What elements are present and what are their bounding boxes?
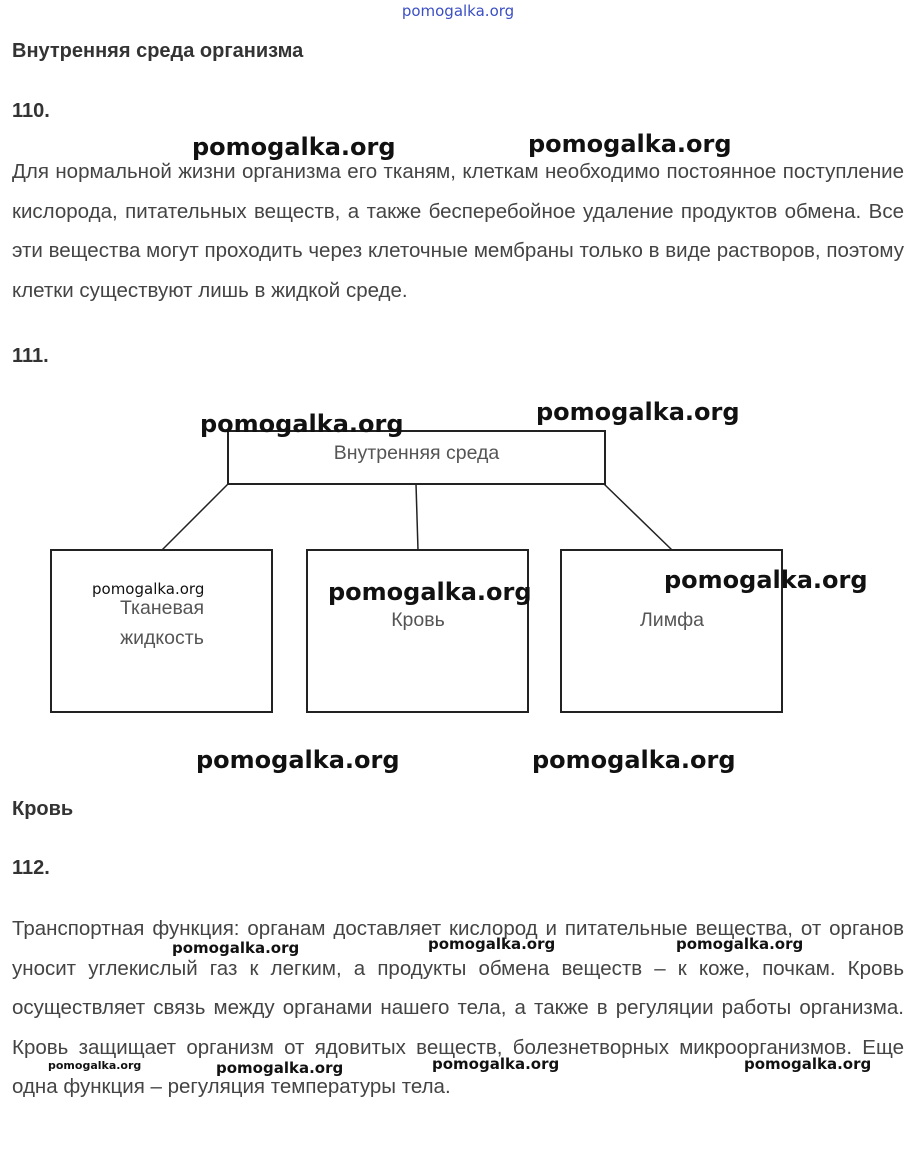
diagram-root-box [227, 430, 606, 485]
tissue-fluid-line1: Тканевая [119, 597, 205, 619]
diagram-label-tissue-fluid [52, 593, 272, 653]
connector-line-right [604, 484, 672, 550]
watermark-logo: pomogalka.org [664, 566, 868, 594]
watermark-logo: pomogalka.org [92, 580, 205, 598]
diagram-root-label: Внутренняя среда [333, 442, 500, 464]
watermark-logo: pomogalka.org [428, 935, 556, 953]
watermark-logo: pomogalka.org [528, 130, 732, 158]
site-header-link[interactable]: pomogalka.org [401, 2, 515, 20]
watermark-logo: pomogalka.org [532, 746, 736, 774]
watermark-logo: pomogalka.org [676, 935, 804, 953]
diagram-box-tissue-fluid [50, 549, 273, 713]
watermark-logo: pomogalka.org [216, 1059, 344, 1077]
watermark-logo: pomogalka.org [200, 410, 404, 438]
watermark-logo: pomogalka.org [432, 1055, 560, 1073]
question-number-111: 111. [12, 345, 49, 367]
diagram-box-blood [306, 549, 529, 713]
watermark-logo: pomogalka.org [744, 1055, 872, 1073]
connector-line-center [416, 484, 418, 550]
answer-112-text: Транспортная функция: органам доставляет кислород и питательные вещества, от органов уносит углекислый газ к легким, а продукты обмена веществ – к коже, почкам. Кровь осуществляет связь между органами нашего тела, а также в регуляции работы организма. Кровь защищает организм от ядовитых веществ, болезнетворных микроорганизмов. Еще одна функция – регуляция температуры тела. [12, 917, 904, 1098]
watermark-logo: pomogalka.org [328, 578, 532, 606]
watermark-logo: pomogalka.org [192, 133, 396, 161]
section-title: Кровь [12, 798, 74, 820]
question-number-110: 110. [12, 100, 50, 122]
diagram-label-lymph: Лимфа [640, 609, 704, 631]
question-number-112: 112. [12, 857, 50, 879]
answer-110-text: Для нормальной жизни организма его тканям, клеткам необходимо постоянное поступление кислорода, питательных веществ, а также бесперебойное удаление продуктов обмена. Все эти вещества могут проходить через клеточные мембраны только в виде растворов, поэтому клетки существуют лишь в жидкой среде. [12, 160, 904, 302]
connector-line-left [162, 484, 228, 550]
watermark-logo: pomogalka.org [48, 1059, 142, 1072]
watermark-logo: pomogalka.org [196, 746, 400, 774]
tissue-fluid-line2: жидкость [120, 627, 204, 649]
diagram-label-blood: Кровь [391, 609, 445, 631]
section-title: Внутренняя среда организма [12, 40, 304, 62]
watermark-logo: pomogalka.org [172, 939, 300, 957]
watermark-logo: pomogalka.org [536, 398, 740, 426]
